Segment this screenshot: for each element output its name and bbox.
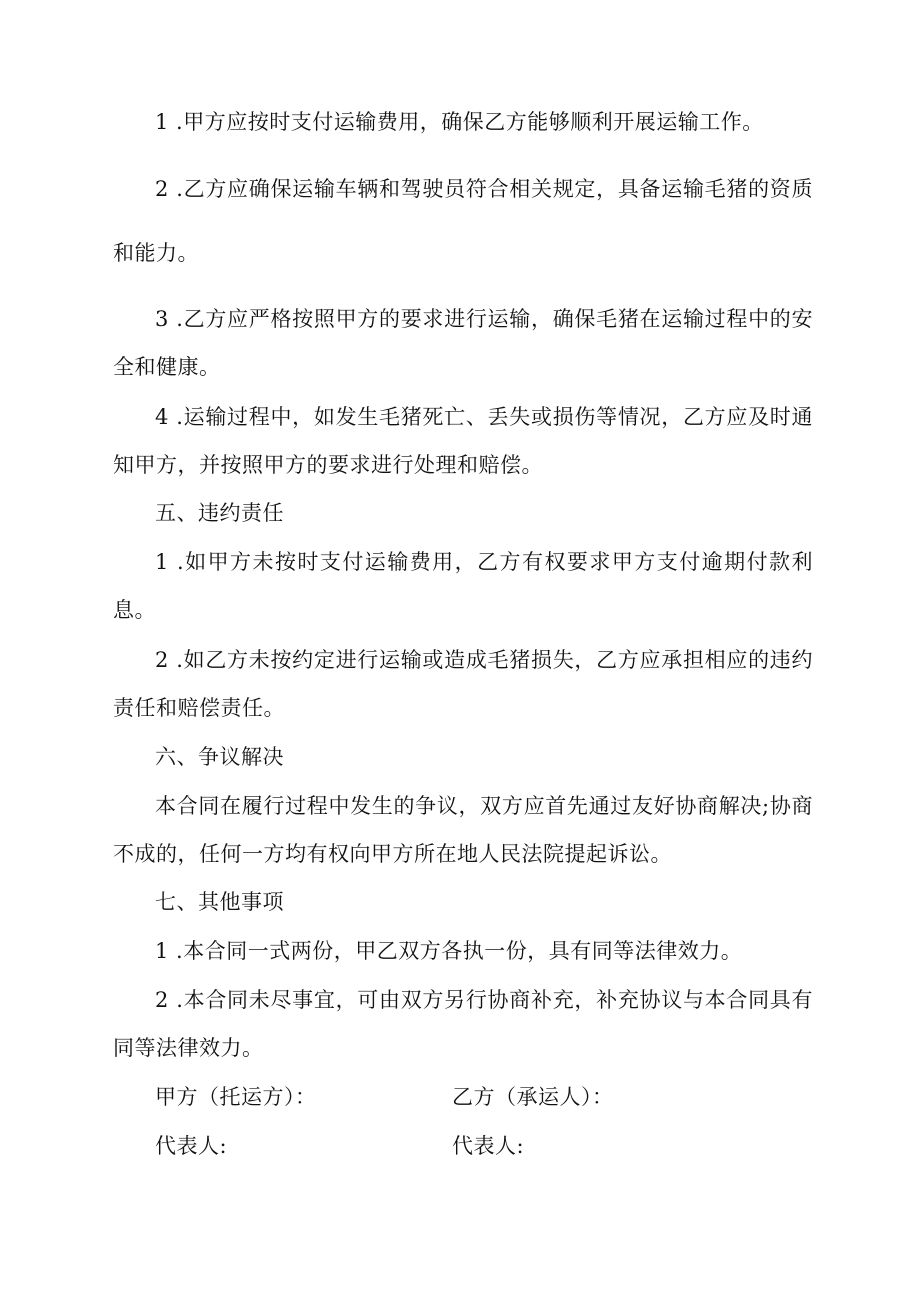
- clause-7-2: 2 .本合同未尽事宜，可由双方另行协商补充，补充协议与本合同具有同等法律效力。: [113, 988, 813, 1060]
- clause-5-2: 2 .如乙方未按约定进行运输或造成毛猪损失，乙方应承担相应的违约责任和赔偿责任。: [113, 648, 813, 720]
- party-b-label: 乙方（承运人）：: [452, 1085, 614, 1109]
- section-heading-other: 七、其他事项: [155, 890, 284, 914]
- clause-7-1: 1 .本合同一式两份，甲乙双方各执一份，具有同等法律效力。: [155, 939, 743, 963]
- party-b-representative: 代表人:: [452, 1134, 525, 1158]
- party-a-representative: 代表人:: [155, 1134, 228, 1158]
- clause-5-1: 1 .如甲方未按时支付运输费用，乙方有权要求甲方支付逾期付款利息。: [113, 550, 813, 622]
- section-heading-dispute: 六、争议解决: [155, 745, 284, 769]
- clause-4-1: 1 .甲方应按时支付运输费用，确保乙方能够顺利开展运输工作。: [155, 110, 764, 134]
- clause-6-text: 本合同在履行过程中发生的争议，双方应首先通过友好协商解决;协商不成的，任何一方均有权向甲方所在地人民法院提起诉讼。: [113, 794, 813, 866]
- section-heading-breach: 五、违约责任: [155, 501, 284, 525]
- clause-4-3: 3 .乙方应严格按照甲方的要求进行运输，确保毛猪在运输过程中的安全和健康。: [113, 307, 813, 379]
- clause-4-2: 2 .乙方应确保运输车辆和驾驶员符合相关规定，具备运输毛猪的资质和能力。: [113, 177, 813, 265]
- party-a-label: 甲方（托运方）：: [155, 1085, 317, 1109]
- clause-4-4: 4 .运输过程中，如发生毛猪死亡、丢失或损伤等情况，乙方应及时通知甲方，并按照甲方的要求进行处理和赔偿。: [113, 405, 813, 477]
